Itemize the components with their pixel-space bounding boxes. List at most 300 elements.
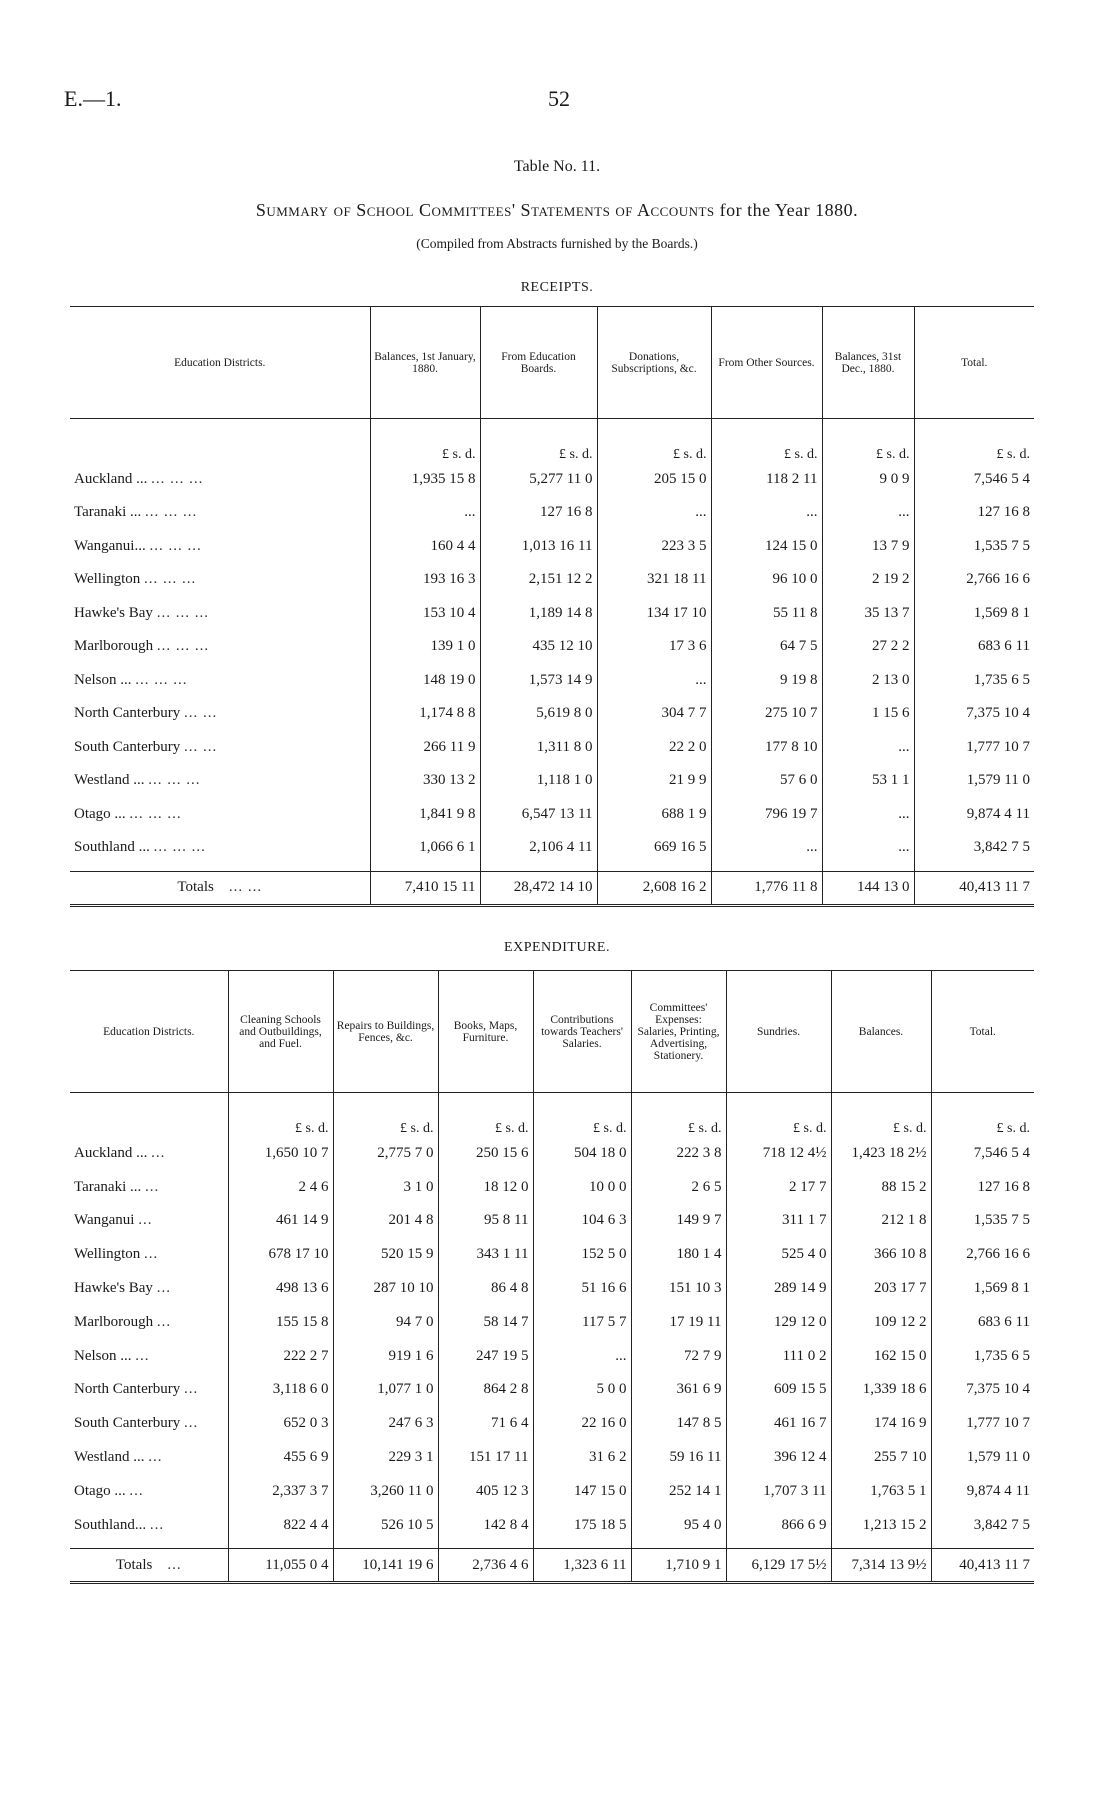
leader-dots: ... bbox=[149, 1516, 165, 1533]
expenditure-value-cell: 311 1 7 bbox=[726, 1204, 831, 1238]
receipts-col-education-boards: From Education Boards. bbox=[480, 307, 597, 419]
receipts-value-cell: 1,311 8 0 bbox=[480, 731, 597, 765]
receipts-value-cell: 7,546 5 4 bbox=[914, 463, 1034, 497]
expenditure-value-cell: 149 9 7 bbox=[631, 1204, 726, 1238]
receipts-value-cell: ... bbox=[822, 496, 914, 530]
receipts-value-cell: 2 19 2 bbox=[822, 563, 914, 597]
receipts-value-cell: 53 1 1 bbox=[822, 764, 914, 798]
expenditure-district-cell bbox=[70, 1373, 228, 1407]
receipts-value-cell: 330 13 2 bbox=[370, 764, 480, 798]
receipts-value-cell: ... bbox=[822, 831, 914, 865]
receipts-value-cell: 118 2 11 bbox=[711, 463, 822, 497]
leader-dots: ... ... bbox=[183, 705, 218, 722]
expenditure-value-cell: 461 16 7 bbox=[726, 1407, 831, 1441]
receipts-value-cell: 1,066 6 1 bbox=[370, 831, 480, 865]
receipts-value-cell: ... bbox=[370, 496, 480, 530]
expenditure-row bbox=[70, 1441, 1034, 1475]
expenditure-district-cell bbox=[70, 1238, 228, 1272]
receipts-row bbox=[70, 798, 1034, 832]
expenditure-value-cell: 94 7 0 bbox=[333, 1305, 438, 1339]
table-title bbox=[0, 200, 1114, 221]
expenditure-value-cell: 95 4 0 bbox=[631, 1508, 726, 1542]
leader-dots: ... ... ... bbox=[156, 638, 210, 655]
receipts-value-cell: 1,935 15 8 bbox=[370, 463, 480, 497]
expenditure-value-cell: ... bbox=[533, 1339, 631, 1373]
expenditure-unit-label: £ s. d. bbox=[438, 1093, 533, 1137]
expenditure-district-cell bbox=[70, 1204, 228, 1238]
district-name: Southland ... bbox=[74, 839, 150, 856]
receipts-value-cell: 3,842 7 5 bbox=[914, 831, 1034, 865]
receipts-row bbox=[70, 496, 1034, 530]
receipts-total-cell: 28,472 14 10 bbox=[480, 871, 597, 905]
receipts-value-cell: ... bbox=[822, 798, 914, 832]
receipts-value-cell: 177 8 10 bbox=[711, 731, 822, 765]
district-name: Otago ... bbox=[74, 1482, 126, 1499]
expenditure-value-cell: 2,766 16 6 bbox=[931, 1238, 1034, 1272]
district-name: Nelson ... bbox=[74, 671, 132, 688]
expenditure-total-cell: 2,736 4 6 bbox=[438, 1549, 533, 1583]
expenditure-district-cell bbox=[70, 1137, 228, 1171]
expenditure-value-cell: 504 18 0 bbox=[533, 1137, 631, 1171]
district-name: Wellington bbox=[74, 1246, 141, 1263]
expenditure-value-cell: 609 15 5 bbox=[726, 1373, 831, 1407]
district-name: Westland ... bbox=[74, 1449, 145, 1466]
receipts-total-cell: 40,413 11 7 bbox=[914, 871, 1034, 905]
expenditure-value-cell: 2,337 3 7 bbox=[228, 1474, 333, 1508]
expenditure-value-cell: 203 17 7 bbox=[831, 1272, 931, 1306]
receipts-value-cell: 134 17 10 bbox=[597, 597, 711, 631]
receipts-value-cell: 304 7 7 bbox=[597, 697, 711, 731]
expenditure-total-cell: 1,710 9 1 bbox=[631, 1549, 726, 1583]
expenditure-row bbox=[70, 1137, 1034, 1171]
expenditure-value-cell: 31 6 2 bbox=[533, 1441, 631, 1475]
expenditure-unit-label: £ s. d. bbox=[533, 1093, 631, 1137]
expenditure-value-cell: 652 0 3 bbox=[228, 1407, 333, 1441]
receipts-value-cell: 27 2 2 bbox=[822, 630, 914, 664]
expenditure-value-cell: 9,874 4 11 bbox=[931, 1474, 1034, 1508]
expenditure-district-cell bbox=[70, 1339, 228, 1373]
receipts-col-donations: Donations, Subscriptions, &c. bbox=[597, 307, 711, 419]
expenditure-value-cell: 222 2 7 bbox=[228, 1339, 333, 1373]
leader-dots: ... ... bbox=[228, 879, 263, 895]
receipts-value-cell: 35 13 7 bbox=[822, 597, 914, 631]
expenditure-value-cell: 22 16 0 bbox=[533, 1407, 631, 1441]
expenditure-district-cell bbox=[70, 1407, 228, 1441]
table-number: Table No. 11. bbox=[513, 158, 601, 175]
receipts-value-cell: 1,777 10 7 bbox=[914, 731, 1034, 765]
expenditure-value-cell: 152 5 0 bbox=[533, 1238, 631, 1272]
expenditure-unit-label: £ s. d. bbox=[631, 1093, 726, 1137]
district-name: Hawke's Bay bbox=[74, 1280, 153, 1297]
expenditure-value-cell: 3,260 11 0 bbox=[333, 1474, 438, 1508]
expenditure-value-cell: 289 14 9 bbox=[726, 1272, 831, 1306]
receipts-totals-row bbox=[70, 871, 1034, 905]
receipts-col-total: Total. bbox=[914, 307, 1034, 419]
receipts-value-cell: 57 6 0 bbox=[711, 764, 822, 798]
receipts-district-cell bbox=[70, 731, 370, 765]
receipts-row bbox=[70, 664, 1034, 698]
district-name: Otago ... bbox=[74, 805, 126, 822]
expenditure-value-cell: 1,777 10 7 bbox=[931, 1407, 1034, 1441]
receipts-value-cell: 1,573 14 9 bbox=[480, 664, 597, 698]
expenditure-value-cell: 864 2 8 bbox=[438, 1373, 533, 1407]
receipts-row bbox=[70, 831, 1034, 865]
expenditure-value-cell: 1,707 3 11 bbox=[726, 1474, 831, 1508]
expenditure-value-cell: 498 13 6 bbox=[228, 1272, 333, 1306]
expenditure-value-cell: 2,775 7 0 bbox=[333, 1137, 438, 1171]
expenditure-total-cell: 1,323 6 11 bbox=[533, 1549, 631, 1583]
expenditure-value-cell: 1,535 7 5 bbox=[931, 1204, 1034, 1238]
receipts-value-cell: 223 3 5 bbox=[597, 530, 711, 564]
totals-label: Totals bbox=[177, 879, 214, 895]
receipts-value-cell: 1,013 16 11 bbox=[480, 530, 597, 564]
receipts-value-cell: 1 15 6 bbox=[822, 697, 914, 731]
expenditure-value-cell: 201 4 8 bbox=[333, 1204, 438, 1238]
expenditure-value-cell: 822 4 4 bbox=[228, 1508, 333, 1542]
district-name: North Canterbury bbox=[74, 705, 181, 722]
receipts-unit-label: £ s. d. bbox=[711, 419, 822, 463]
receipts-row bbox=[70, 563, 1034, 597]
receipts-value-cell: ... bbox=[597, 664, 711, 698]
receipts-value-cell: 1,569 8 1 bbox=[914, 597, 1034, 631]
receipts-value-cell: 148 19 0 bbox=[370, 664, 480, 698]
receipts-value-cell: 205 15 0 bbox=[597, 463, 711, 497]
expenditure-value-cell: 520 15 9 bbox=[333, 1238, 438, 1272]
receipts-value-cell: 21 9 9 bbox=[597, 764, 711, 798]
expenditure-value-cell: 1,077 1 0 bbox=[333, 1373, 438, 1407]
expenditure-value-cell: 2 6 5 bbox=[631, 1170, 726, 1204]
expenditure-value-cell: 104 6 3 bbox=[533, 1204, 631, 1238]
expenditure-value-cell: 151 17 11 bbox=[438, 1441, 533, 1475]
receipts-value-cell: 321 18 11 bbox=[597, 563, 711, 597]
receipts-table bbox=[70, 306, 1034, 907]
expenditure-value-cell: 3,842 7 5 bbox=[931, 1508, 1034, 1542]
receipts-value-cell: 17 3 6 bbox=[597, 630, 711, 664]
table-title-main: Summary of School Committees' Statements of Accounts bbox=[255, 200, 715, 220]
receipts-col-balances-dec: Balances, 31st Dec., 1880. bbox=[822, 307, 914, 419]
receipts-value-cell: 9 19 8 bbox=[711, 664, 822, 698]
receipts-value-cell: 2,151 12 2 bbox=[480, 563, 597, 597]
receipts-value-cell: 1,735 6 5 bbox=[914, 664, 1034, 698]
receipts-unit-label: £ s. d. bbox=[370, 419, 480, 463]
district-name: Hawke's Bay bbox=[74, 604, 153, 621]
leader-dots: ... ... ... bbox=[148, 772, 201, 789]
receipts-row bbox=[70, 463, 1034, 497]
expenditure-value-cell: 174 16 9 bbox=[831, 1407, 931, 1441]
expenditure-row bbox=[70, 1407, 1034, 1441]
expenditure-value-cell: 3 1 0 bbox=[333, 1170, 438, 1204]
district-name: Wanganui... bbox=[74, 537, 146, 554]
leader-dots: ... ... ... bbox=[156, 604, 209, 621]
leader-dots: ... bbox=[135, 1347, 150, 1364]
receipts-value-cell: 139 1 0 bbox=[370, 630, 480, 664]
expenditure-col-books: Books, Maps, Furniture. bbox=[438, 971, 533, 1093]
receipts-row bbox=[70, 630, 1034, 664]
expenditure-value-cell: 147 15 0 bbox=[533, 1474, 631, 1508]
expenditure-total-cell: 6,129 17 5½ bbox=[726, 1549, 831, 1583]
district-name: Wanganui bbox=[74, 1212, 135, 1229]
receipts-total-cell: 2,608 16 2 bbox=[597, 871, 711, 905]
receipts-value-cell: 127 16 8 bbox=[480, 496, 597, 530]
expenditure-col-committee-expenses: Committees' Expenses: Salaries, Printing, Advertising, Stationery. bbox=[631, 971, 726, 1093]
receipts-value-cell: 5,619 8 0 bbox=[480, 697, 597, 731]
receipts-value-cell: 275 10 7 bbox=[711, 697, 822, 731]
expenditure-value-cell: 1,579 11 0 bbox=[931, 1441, 1034, 1475]
expenditure-value-cell: 71 6 4 bbox=[438, 1407, 533, 1441]
leader-dots: ... ... ... bbox=[145, 504, 198, 521]
leader-dots: ... bbox=[148, 1449, 163, 1466]
receipts-value-cell: ... bbox=[597, 496, 711, 530]
expenditure-value-cell: 229 3 1 bbox=[333, 1441, 438, 1475]
leader-dots: ... ... ... bbox=[153, 839, 206, 856]
receipts-value-cell: 1,189 14 8 bbox=[480, 597, 597, 631]
expenditure-value-cell: 72 7 9 bbox=[631, 1339, 726, 1373]
receipts-value-cell: 64 7 5 bbox=[711, 630, 822, 664]
leader-dots: ... bbox=[138, 1212, 153, 1229]
receipts-total-cell: 1,776 11 8 bbox=[711, 871, 822, 905]
receipts-value-cell: 2,766 16 6 bbox=[914, 563, 1034, 597]
receipts-totals-label-cell bbox=[70, 871, 370, 905]
expenditure-value-cell: 1,763 5 1 bbox=[831, 1474, 931, 1508]
receipts-value-cell: 796 19 7 bbox=[711, 798, 822, 832]
receipts-col-other-sources: From Other Sources. bbox=[711, 307, 822, 419]
leader-dots: ... bbox=[156, 1313, 172, 1330]
expenditure-value-cell: 1,339 18 6 bbox=[831, 1373, 931, 1407]
expenditure-row bbox=[70, 1508, 1034, 1542]
receipts-value-cell: ... bbox=[711, 496, 822, 530]
expenditure-totals-label-cell bbox=[70, 1549, 228, 1583]
expenditure-value-cell: 1,735 6 5 bbox=[931, 1339, 1034, 1373]
expenditure-value-cell: 361 6 9 bbox=[631, 1373, 726, 1407]
expenditure-value-cell: 525 4 0 bbox=[726, 1238, 831, 1272]
receipts-value-cell: 9 0 9 bbox=[822, 463, 914, 497]
leader-dots: ... ... ... bbox=[149, 537, 202, 554]
expenditure-totals-row bbox=[70, 1549, 1034, 1583]
expenditure-value-cell: 180 1 4 bbox=[631, 1238, 726, 1272]
expenditure-value-cell: 683 6 11 bbox=[931, 1305, 1034, 1339]
district-name: Taranaki ... bbox=[74, 1178, 142, 1195]
expenditure-value-cell: 175 18 5 bbox=[533, 1508, 631, 1542]
expenditure-value-cell: 212 1 8 bbox=[831, 1204, 931, 1238]
leader-dots: ... bbox=[183, 1381, 199, 1398]
expenditure-value-cell: 250 15 6 bbox=[438, 1137, 533, 1171]
expenditure-value-cell: 718 12 4½ bbox=[726, 1137, 831, 1171]
expenditure-value-cell: 18 12 0 bbox=[438, 1170, 533, 1204]
receipts-district-cell bbox=[70, 563, 370, 597]
receipts-value-cell: 153 10 4 bbox=[370, 597, 480, 631]
receipts-value-cell: 688 1 9 bbox=[597, 798, 711, 832]
leader-dots: ... ... ... bbox=[151, 470, 204, 487]
receipts-value-cell: 1,118 1 0 bbox=[480, 764, 597, 798]
table-subtitle: (Compiled from Abstracts furnished by the Boards.) bbox=[416, 236, 698, 251]
receipts-district-cell bbox=[70, 530, 370, 564]
expenditure-value-cell: 10 0 0 bbox=[533, 1170, 631, 1204]
expenditure-unit-label: £ s. d. bbox=[726, 1093, 831, 1137]
district-name: Auckland ... bbox=[74, 470, 148, 487]
district-name: Taranaki ... bbox=[74, 504, 142, 521]
receipts-col-district: Education Districts. bbox=[70, 307, 370, 419]
expenditure-heading: EXPENDITURE. bbox=[504, 940, 610, 955]
receipts-total-cell: 144 13 0 bbox=[822, 871, 914, 905]
expenditure-value-cell: 247 6 3 bbox=[333, 1407, 438, 1441]
receipts-unit-label bbox=[70, 419, 370, 463]
receipts-value-cell: 2 13 0 bbox=[822, 664, 914, 698]
receipts-col-balances-jan: Balances, 1st January, 1880. bbox=[370, 307, 480, 419]
expenditure-col-contributions: Contributions towards Teachers' Salaries. bbox=[533, 971, 631, 1093]
receipts-value-cell: 5,277 11 0 bbox=[480, 463, 597, 497]
receipts-value-cell: 193 16 3 bbox=[370, 563, 480, 597]
receipts-row bbox=[70, 764, 1034, 798]
leader-dots: ... bbox=[167, 1556, 182, 1573]
expenditure-row bbox=[70, 1474, 1034, 1508]
receipts-value-cell: 22 2 0 bbox=[597, 731, 711, 765]
expenditure-value-cell: 111 0 2 bbox=[726, 1339, 831, 1373]
expenditure-value-cell: 129 12 0 bbox=[726, 1305, 831, 1339]
expenditure-value-cell: 51 16 6 bbox=[533, 1272, 631, 1306]
district-name: South Canterbury bbox=[74, 1415, 181, 1432]
expenditure-value-cell: 142 8 4 bbox=[438, 1508, 533, 1542]
expenditure-row bbox=[70, 1170, 1034, 1204]
receipts-district-cell bbox=[70, 597, 370, 631]
leader-dots: ... ... ... bbox=[135, 671, 188, 688]
expenditure-value-cell: 1,423 18 2½ bbox=[831, 1137, 931, 1171]
receipts-value-cell: 683 6 11 bbox=[914, 630, 1034, 664]
expenditure-value-cell: 88 15 2 bbox=[831, 1170, 931, 1204]
expenditure-value-cell: 147 8 5 bbox=[631, 1407, 726, 1441]
expenditure-value-cell: 117 5 7 bbox=[533, 1305, 631, 1339]
expenditure-value-cell: 455 6 9 bbox=[228, 1441, 333, 1475]
expenditure-value-cell: 1,650 10 7 bbox=[228, 1137, 333, 1171]
receipts-value-cell: 1,535 7 5 bbox=[914, 530, 1034, 564]
expenditure-value-cell: 866 6 9 bbox=[726, 1508, 831, 1542]
expenditure-value-cell: 247 19 5 bbox=[438, 1339, 533, 1373]
receipts-district-cell bbox=[70, 463, 370, 497]
district-name: South Canterbury bbox=[74, 738, 181, 755]
receipts-district-cell bbox=[70, 764, 370, 798]
expenditure-unit-label: £ s. d. bbox=[931, 1093, 1034, 1137]
receipts-row bbox=[70, 597, 1034, 631]
expenditure-value-cell: 1,569 8 1 bbox=[931, 1272, 1034, 1306]
leader-dots: ... bbox=[145, 1178, 160, 1195]
district-name: Nelson ... bbox=[74, 1347, 132, 1364]
expenditure-col-repairs: Repairs to Buildings, Fences, &c. bbox=[333, 971, 438, 1093]
expenditure-district-cell bbox=[70, 1170, 228, 1204]
expenditure-value-cell: 1,213 15 2 bbox=[831, 1508, 931, 1542]
table-title-year: for the Year 1880. bbox=[714, 200, 859, 220]
receipts-value-cell: ... bbox=[822, 731, 914, 765]
expenditure-value-cell: 17 19 11 bbox=[631, 1305, 726, 1339]
receipts-heading: RECEIPTS. bbox=[520, 280, 594, 295]
district-name: Auckland ... bbox=[74, 1144, 148, 1161]
expenditure-value-cell: 678 17 10 bbox=[228, 1238, 333, 1272]
receipts-row bbox=[70, 530, 1034, 564]
expenditure-value-cell: 3,118 6 0 bbox=[228, 1373, 333, 1407]
expenditure-value-cell: 162 15 0 bbox=[831, 1339, 931, 1373]
expenditure-value-cell: 155 15 8 bbox=[228, 1305, 333, 1339]
receipts-unit-label: £ s. d. bbox=[597, 419, 711, 463]
receipts-district-cell bbox=[70, 630, 370, 664]
expenditure-value-cell: 95 8 11 bbox=[438, 1204, 533, 1238]
expenditure-value-cell: 127 16 8 bbox=[931, 1170, 1034, 1204]
expenditure-table bbox=[70, 970, 1034, 1584]
expenditure-col-cleaning: Cleaning Schools and Outbuildings, and Fuel. bbox=[228, 971, 333, 1093]
receipts-unit-label: £ s. d. bbox=[822, 419, 914, 463]
leader-dots: ... bbox=[129, 1482, 144, 1499]
expenditure-col-sundries: Sundries. bbox=[726, 971, 831, 1093]
receipts-units-row bbox=[70, 419, 1034, 463]
receipts-value-cell: 1,174 8 8 bbox=[370, 697, 480, 731]
leader-dots: ... ... bbox=[184, 738, 218, 755]
expenditure-col-total: Total. bbox=[931, 971, 1034, 1093]
receipts-value-cell: 124 15 0 bbox=[711, 530, 822, 564]
receipts-value-cell: ... bbox=[711, 831, 822, 865]
leader-dots: ... bbox=[144, 1246, 159, 1263]
expenditure-value-cell: 59 16 11 bbox=[631, 1441, 726, 1475]
expenditure-total-cell: 11,055 0 4 bbox=[228, 1549, 333, 1583]
expenditure-value-cell: 287 10 10 bbox=[333, 1272, 438, 1306]
expenditure-district-cell bbox=[70, 1305, 228, 1339]
expenditure-value-cell: 461 14 9 bbox=[228, 1204, 333, 1238]
receipts-value-cell: 127 16 8 bbox=[914, 496, 1034, 530]
receipts-district-cell bbox=[70, 798, 370, 832]
leader-dots: ... bbox=[184, 1415, 199, 1432]
expenditure-value-cell: 919 1 6 bbox=[333, 1339, 438, 1373]
receipts-district-cell bbox=[70, 664, 370, 698]
expenditure-total-cell: 10,141 19 6 bbox=[333, 1549, 438, 1583]
receipts-unit-label: £ s. d. bbox=[914, 419, 1034, 463]
leader-dots: ... ... ... bbox=[129, 805, 182, 822]
receipts-row bbox=[70, 697, 1034, 731]
document-reference: E.—1. bbox=[64, 86, 122, 111]
receipts-value-cell: 6,547 13 11 bbox=[480, 798, 597, 832]
expenditure-unit-label: £ s. d. bbox=[831, 1093, 931, 1137]
receipts-value-cell: 1,579 11 0 bbox=[914, 764, 1034, 798]
expenditure-units-row bbox=[70, 1093, 1034, 1137]
receipts-value-cell: 1,841 9 8 bbox=[370, 798, 480, 832]
expenditure-row bbox=[70, 1272, 1034, 1306]
receipts-district-cell bbox=[70, 697, 370, 731]
expenditure-value-cell: 151 10 3 bbox=[631, 1272, 726, 1306]
expenditure-col-balances: Balances. bbox=[831, 971, 931, 1093]
expenditure-total-cell: 40,413 11 7 bbox=[931, 1549, 1034, 1583]
receipts-value-cell: 7,375 10 4 bbox=[914, 697, 1034, 731]
expenditure-value-cell: 366 10 8 bbox=[831, 1238, 931, 1272]
receipts-value-cell: 13 7 9 bbox=[822, 530, 914, 564]
district-name: North Canterbury bbox=[74, 1381, 181, 1398]
expenditure-value-cell: 86 4 8 bbox=[438, 1272, 533, 1306]
expenditure-unit-label: £ s. d. bbox=[228, 1093, 333, 1137]
expenditure-district-cell bbox=[70, 1508, 228, 1542]
expenditure-value-cell: 109 12 2 bbox=[831, 1305, 931, 1339]
receipts-unit-label: £ s. d. bbox=[480, 419, 597, 463]
expenditure-value-cell: 7,546 5 4 bbox=[931, 1137, 1034, 1171]
receipts-value-cell: 96 10 0 bbox=[711, 563, 822, 597]
expenditure-value-cell: 405 12 3 bbox=[438, 1474, 533, 1508]
expenditure-value-cell: 526 10 5 bbox=[333, 1508, 438, 1542]
district-name: Marlborough bbox=[74, 1313, 154, 1330]
expenditure-value-cell: 343 1 11 bbox=[438, 1238, 533, 1272]
receipts-value-cell: 160 4 4 bbox=[370, 530, 480, 564]
expenditure-value-cell: 2 4 6 bbox=[228, 1170, 333, 1204]
expenditure-value-cell: 58 14 7 bbox=[438, 1305, 533, 1339]
expenditure-value-cell: 7,375 10 4 bbox=[931, 1373, 1034, 1407]
expenditure-row bbox=[70, 1238, 1034, 1272]
page-number: 52 bbox=[548, 86, 570, 111]
expenditure-row bbox=[70, 1305, 1034, 1339]
expenditure-unit-label bbox=[70, 1093, 228, 1137]
expenditure-value-cell: 252 14 1 bbox=[631, 1474, 726, 1508]
expenditure-value-cell: 396 12 4 bbox=[726, 1441, 831, 1475]
